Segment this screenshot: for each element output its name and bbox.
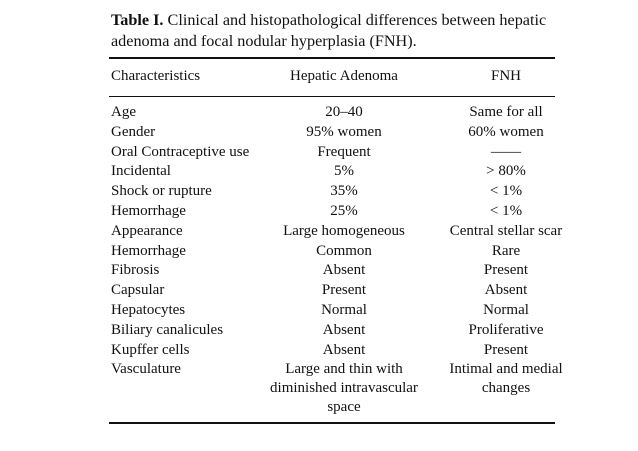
row-hepatic-adenoma: Frequent <box>317 143 371 160</box>
row-characteristic: Kupffer cells <box>111 341 190 358</box>
row-hepatic-adenoma: Large homogeneous <box>283 222 405 239</box>
table-row <box>0 103 638 123</box>
row-hepatic-adenoma: Normal <box>321 301 367 318</box>
row-characteristic: Age <box>111 104 136 120</box>
row-characteristic: Capsular <box>111 282 165 299</box>
row-characteristic: Hepatocytes <box>111 301 186 318</box>
row-fnh: Central stellar scar <box>449 222 563 239</box>
table-caption-label: Table I. <box>111 11 164 29</box>
table-row <box>0 123 638 143</box>
table-row <box>0 261 638 281</box>
row-fnh: Normal <box>483 301 529 318</box>
row-characteristic: Vasculature <box>111 361 181 378</box>
row-fnh: Proliferative <box>468 321 544 338</box>
table-row <box>0 360 638 417</box>
table-row <box>0 162 638 182</box>
row-fnh: Intimal and medial changes <box>449 361 563 397</box>
table-row <box>0 182 638 202</box>
table-header-rule <box>109 96 555 97</box>
table-row <box>0 321 638 341</box>
row-fnh: < 1% <box>489 202 523 219</box>
row-fnh: 60% women <box>468 123 544 140</box>
header-characteristics: Characteristics <box>111 68 201 84</box>
header-hepatic-adenoma: Hepatic Adenoma <box>290 68 398 84</box>
row-fnh: —— <box>491 143 521 160</box>
row-characteristic: Incidental <box>111 163 171 180</box>
row-characteristic: Shock or rupture <box>111 183 212 200</box>
row-hepatic-adenoma: 5% <box>334 163 354 180</box>
table-row <box>0 222 638 242</box>
table-body <box>0 103 638 417</box>
table-row <box>0 301 638 321</box>
row-characteristic: Hemorrhage <box>111 242 186 259</box>
row-hepatic-adenoma: 25% <box>330 202 358 219</box>
row-characteristic: Hemorrhage <box>111 202 186 219</box>
row-hepatic-adenoma: Present <box>321 282 367 299</box>
row-characteristic: Appearance <box>111 222 183 239</box>
row-characteristic: Fibrosis <box>111 262 160 279</box>
row-characteristic: Biliary canalicules <box>111 321 224 338</box>
row-fnh: Present <box>483 341 529 358</box>
row-hepatic-adenoma: Absent <box>322 321 366 338</box>
row-hepatic-adenoma: Absent <box>322 262 366 279</box>
table-bottom-rule <box>109 422 555 424</box>
table-row <box>0 143 638 163</box>
row-fnh: Absent <box>484 282 528 299</box>
row-hepatic-adenoma: Common <box>316 242 372 259</box>
row-fnh: Rare <box>491 242 521 259</box>
row-characteristic: Gender <box>111 123 156 140</box>
table-row <box>0 202 638 222</box>
row-fnh: < 1% <box>489 183 523 200</box>
row-hepatic-adenoma: 35% <box>330 183 358 200</box>
table-row <box>0 281 638 301</box>
row-hepatic-adenoma: 20–40 <box>325 104 363 120</box>
table-caption-text: Clinical and histopathological differences between hepatic adenoma and focal nodular hyperplasia (FNH). <box>111 11 547 50</box>
table-top-rule <box>109 57 555 59</box>
row-fnh: Same for all <box>469 104 543 120</box>
row-hepatic-adenoma: Large and thin with diminished intravascular space <box>270 361 418 416</box>
table-row <box>0 341 638 361</box>
table-caption <box>111 10 571 52</box>
row-hepatic-adenoma: 95% women <box>306 123 382 140</box>
row-fnh: > 80% <box>486 163 526 180</box>
header-fnh: FNH <box>490 68 521 84</box>
row-fnh: Present <box>483 262 529 279</box>
row-hepatic-adenoma: Absent <box>322 341 366 358</box>
table-row <box>0 242 638 262</box>
row-characteristic: Oral Contraceptive use <box>111 143 250 160</box>
